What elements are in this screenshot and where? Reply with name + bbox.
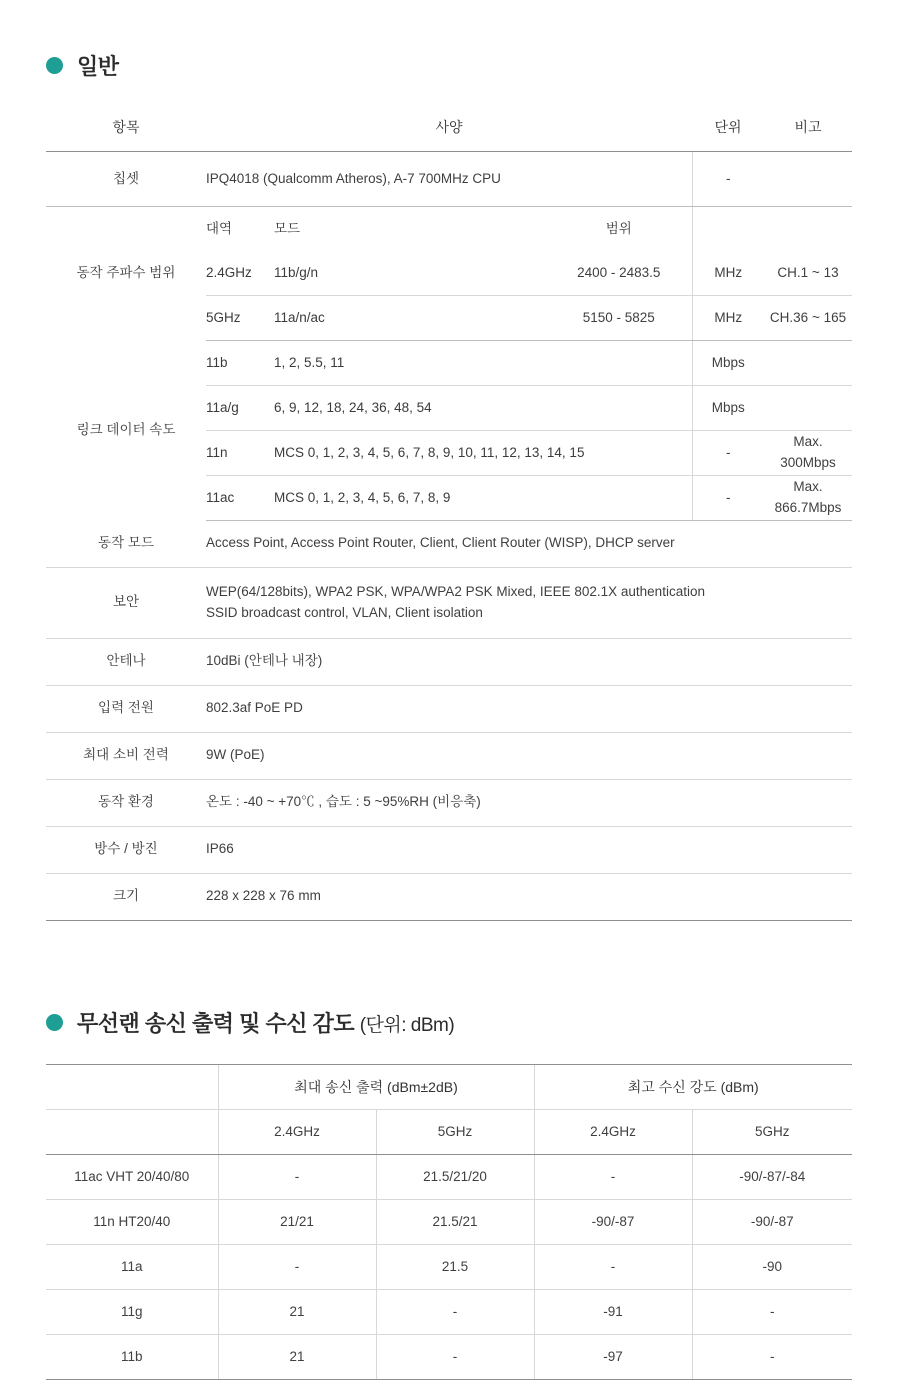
header-spec: 사양 — [206, 105, 692, 152]
rf-row-rx24: -91 — [534, 1289, 692, 1334]
row-label-frequency: 동작 주파수 범위 — [76, 265, 176, 281]
rf-band-header-rx5: 5GHz — [692, 1109, 852, 1154]
linkrate-unit: Mbps — [692, 341, 764, 386]
row-label-size: 크기 — [46, 873, 206, 920]
table-row — [46, 685, 852, 732]
section-heading-general — [46, 50, 900, 81]
header-note: 비고 — [764, 105, 852, 152]
row-label-opmode: 동작 모드 — [46, 521, 206, 568]
row-value-power-max: 9W (PoE) — [206, 732, 852, 779]
subheader-note-blank — [764, 207, 852, 252]
row-value-antenna: 10dBi (안테나 내장) — [206, 638, 852, 685]
security-line-1: WEP(64/128bits), WPA2 PSK, WPA/WPA2 PSK Mixed, IEEE 802.1X authentication — [206, 583, 705, 599]
table-row — [46, 779, 852, 826]
rf-row-rx5: - — [692, 1289, 852, 1334]
table-row — [46, 521, 852, 568]
table-row — [46, 1334, 852, 1379]
table-row — [46, 1289, 852, 1334]
table-header-row — [46, 105, 852, 152]
rf-subcorner-blank — [46, 1109, 218, 1154]
rf-row-rx5: - — [692, 1334, 852, 1379]
freq-band: 2.4GHz — [206, 251, 274, 296]
linkrate-band: 11n — [206, 431, 274, 476]
rf-power-table — [46, 1064, 852, 1380]
row-label-ingress: 방수 / 방진 — [46, 826, 206, 873]
header-item: 항목 — [46, 105, 206, 152]
rf-group-header-rx: 최고 수신 강도 (dBm) — [534, 1064, 852, 1109]
section-title-general: 일반 — [77, 54, 119, 79]
rf-row-rx24: - — [534, 1244, 692, 1289]
rf-row-tx5: - — [376, 1334, 534, 1379]
linkrate-values: 1, 2, 5.5, 11 — [274, 341, 692, 386]
freq-note: CH.1 ~ 13 — [764, 251, 852, 296]
rf-row-mode: 11g — [46, 1289, 218, 1334]
freq-mode: 11a/n/ac — [274, 296, 546, 341]
subheader-range: 범위 — [605, 220, 632, 236]
rf-row-mode: 11a — [46, 1244, 218, 1289]
rf-row-tx5: 21.5 — [376, 1244, 534, 1289]
freq-range: 5150 - 5825 — [546, 296, 692, 341]
freq-band: 5GHz — [206, 296, 274, 341]
subheader-unit-blank — [692, 207, 764, 252]
row-value-power-input: 802.3af PoE PD — [206, 685, 852, 732]
subheader-band: 대역 — [206, 220, 233, 236]
table-row — [46, 873, 852, 920]
row-label-power-input: 입력 전원 — [46, 685, 206, 732]
table-row — [46, 732, 852, 779]
rf-row-tx24: 21/21 — [218, 1199, 376, 1244]
row-value-chipset: IPQ4018 (Qualcomm Atheros), A-7 700MHz CPU — [206, 152, 692, 207]
table-row — [46, 1154, 852, 1199]
table-row — [46, 638, 852, 685]
table-row — [46, 1244, 852, 1289]
table-subheader-row — [46, 1109, 852, 1154]
rf-row-tx5: 21.5/21/20 — [376, 1154, 534, 1199]
table-subheader-row — [46, 207, 852, 252]
row-value-ingress: IP66 — [206, 826, 852, 873]
rf-row-rx24: -90/-87 — [534, 1199, 692, 1244]
header-unit: 단위 — [692, 105, 764, 152]
rf-group-header-tx: 최대 송신 출력 (dBm±2dB) — [218, 1064, 534, 1109]
linkrate-unit: - — [692, 476, 764, 521]
row-label-chipset: 칩셋 — [46, 152, 206, 207]
row-unit-chipset: - — [692, 152, 764, 207]
rf-band-header-tx5: 5GHz — [376, 1109, 534, 1154]
subheader-mode: 모드 — [274, 220, 301, 236]
row-value-environment: 온도 : -40 ~ +70℃ , 습도 : 5 ~95%RH (비응축) — [206, 779, 852, 826]
rf-row-rx5: -90 — [692, 1244, 852, 1289]
rf-row-tx24: - — [218, 1244, 376, 1289]
linkrate-values: MCS 0, 1, 2, 3, 4, 5, 6, 7, 8, 9 — [274, 476, 692, 521]
linkrate-values: MCS 0, 1, 2, 3, 4, 5, 6, 7, 8, 9, 10, 11, 12, 13, 14, 15 — [274, 431, 692, 476]
row-label-linkrate: 링크 데이터 속도 — [76, 422, 176, 438]
row-label-security: 보안 — [46, 567, 206, 638]
section-title-rf-sub: (단위: dBm) — [359, 1014, 455, 1036]
freq-note: CH.36 ~ 165 — [764, 296, 852, 341]
rf-band-header-rx24: 2.4GHz — [534, 1109, 692, 1154]
rf-corner-blank — [46, 1064, 218, 1109]
freq-mode: 11b/g/n — [274, 251, 546, 296]
table-row — [46, 152, 852, 207]
rf-row-rx5: -90/-87/-84 — [692, 1154, 852, 1199]
rf-row-tx24: - — [218, 1154, 376, 1199]
rf-row-mode: 11ac VHT 20/40/80 — [46, 1154, 218, 1199]
row-label-power-max: 최대 소비 전력 — [46, 732, 206, 779]
rf-band-header-tx24: 2.4GHz — [218, 1109, 376, 1154]
table-row — [46, 567, 852, 638]
section-heading-rf — [46, 1007, 900, 1038]
linkrate-note — [764, 341, 852, 386]
rf-row-rx24: - — [534, 1154, 692, 1199]
bullet-icon — [46, 57, 63, 74]
linkrate-unit: - — [692, 431, 764, 476]
rf-row-tx5: - — [376, 1289, 534, 1334]
linkrate-note — [764, 386, 852, 431]
table-row — [46, 341, 852, 386]
section-title-rf-main: 무선랜 송신 출력 및 수신 감도 — [77, 1010, 355, 1036]
bullet-icon — [46, 1014, 63, 1031]
linkrate-note: Max. 866.7Mbps — [764, 476, 852, 521]
linkrate-band: 11a/g — [206, 386, 274, 431]
security-line-2: SSID broadcast control, VLAN, Client isolation — [206, 604, 483, 620]
table-row — [46, 1199, 852, 1244]
rf-row-mode: 11n HT20/40 — [46, 1199, 218, 1244]
rf-row-tx24: 21 — [218, 1334, 376, 1379]
table-row — [46, 826, 852, 873]
rf-row-mode: 11b — [46, 1334, 218, 1379]
table-header-row — [46, 1064, 852, 1109]
row-note-chipset — [764, 152, 852, 207]
row-value-size: 228 x 228 x 76 mm — [206, 873, 852, 920]
freq-unit: MHz — [692, 296, 764, 341]
freq-range: 2400 - 2483.5 — [546, 251, 692, 296]
rf-row-rx5: -90/-87 — [692, 1199, 852, 1244]
section-title-rf — [77, 1007, 454, 1038]
linkrate-band: 11ac — [206, 476, 274, 521]
rf-row-tx5: 21.5/21 — [376, 1199, 534, 1244]
row-value-security — [206, 567, 852, 638]
row-label-environment: 동작 환경 — [46, 779, 206, 826]
row-label-antenna: 안테나 — [46, 638, 206, 685]
linkrate-note: Max. 300Mbps — [764, 431, 852, 476]
general-spec-table — [46, 105, 852, 921]
freq-unit: MHz — [692, 251, 764, 296]
linkrate-values: 6, 9, 12, 18, 24, 36, 48, 54 — [274, 386, 692, 431]
rf-row-tx24: 21 — [218, 1289, 376, 1334]
row-value-opmode: Access Point, Access Point Router, Client, Client Router (WISP), DHCP server — [206, 521, 852, 568]
rf-row-rx24: -97 — [534, 1334, 692, 1379]
linkrate-band: 11b — [206, 341, 274, 386]
linkrate-unit: Mbps — [692, 386, 764, 431]
